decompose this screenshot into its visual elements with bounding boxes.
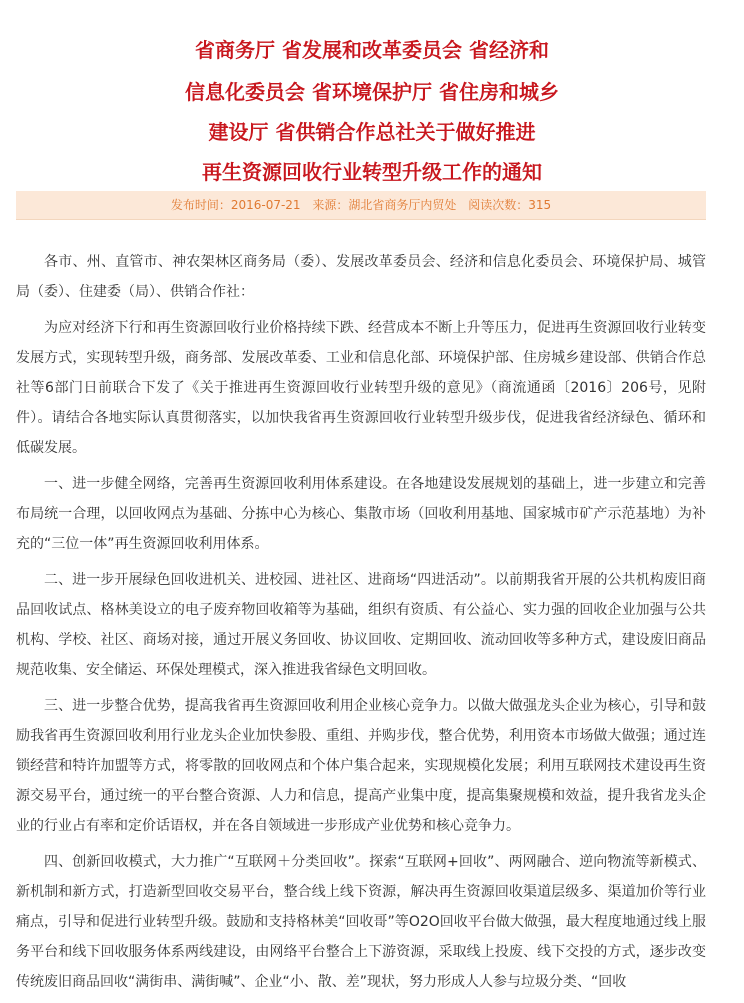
title-line-3: 建设厅 省供销合作总社关于做好推进	[208, 120, 536, 144]
article-body	[16, 247, 706, 1003]
view-count: 阅读次数：315	[468, 198, 552, 212]
paragraph-item-3: 三、进一步整合优势，提高我省再生资源回收利用企业核心竞争力。以做大做强龙头企业为核心，引导和鼓励我省再生资源回收利用行业龙头企业加快参股、重组、并购步伐，整合优势，利用资本市场做大做强；通过连锁经营和特许加盟等方式，将零散的回收网点和个体户集合起来，实现规模化发展；利用互联网技术建设再生资源交易平台，通过统一的平台整合资源、人力和信息，提高产业集中度，提高集聚规模和效益，提升我省龙头企业的行业占有率和定价话语权，并在各自领域进一步形成产业优势和核心竞争力。	[16, 698, 706, 834]
paragraph-recipients: 各市、州、直管市、神农架林区商务局（委）、发展改革委员会、经济和信息化委员会、环境保护局、城管局（委）、住建委（局）、供销合作社：	[16, 254, 706, 300]
paragraph-item-1: 一、进一步健全网络，完善再生资源回收利用体系建设。在各地建设发展规划的基础上，进一步建立和完善布局统一合理，以回收网点为基础、分拣中心为核心、集散市场（回收利用基地、国家城市矿产示范基地）为补充的“三位一体”再生资源回收利用体系。	[16, 476, 706, 552]
title-line-2: 信息化委员会 省环境保护厅 省住房和城乡	[185, 80, 559, 104]
publish-time: 发布时间：2016-07-21	[170, 198, 301, 212]
paragraph-item-2: 二、进一步开展绿色回收进机关、进校园、进社区、进商场“四进活动”。以前期我省开展的公共机构废旧商品回收试点、格林美设立的电子废弃物回收箱等为基础，组织有资质、有公益心、实力强的回收企业加强与公共机构、学校、社区、商场对接，通过开展义务回收、协议回收、定期回收、流动回收等多种方式，建设废旧商品规范收集、安全储运、环保处理模式，深入推进我省绿色文明回收。	[16, 572, 706, 678]
title-line-1: 省商务厅 省发展和改革委员会 省经济和	[195, 38, 549, 62]
paragraph-item-4: 四、创新回收模式，大力推广“互联网＋分类回收”。探索“互联网+回收”、两网融合、逆向物流等新模式、新机制和新方式，打造新型回收交易平台，整合线上线下资源，解决再生资源回收渠道层级多、渠道加价等行业痛点，引导和促进行业转型升级。鼓励和支持格林美“回收哥”等O2O回收平台做大做强，最大程度地通过线上服务平台和线下回收服务体系两线建设，由网络平台整合上下游资源，采取线上投废、线下交投的方式，逐步改变传统废旧商品回收“满街串、满街喊”、企业“小、散、差”现状，努力形成人人参与垃圾分类、“回收	[16, 854, 706, 990]
article-meta-bar	[16, 191, 706, 220]
paragraph-intro: 为应对经济下行和再生资源回收行业价格持续下跌、经营成本不断上升等压力，促进再生资源回收行业转变发展方式，实现转型升级，商务部、发展改革委、工业和信息化部、环境保护部、住房城乡建设部、供销合作总社等6部门日前联合下发了《关于推进再生资源回收行业转型升级的意见》（商流通函〔2016〕206号，见附件）。请结合各地实际认真贯彻落实，以加快我省再生资源回收行业转型升级步伐，促进我省经济绿色、循环和低碳发展。	[16, 320, 706, 456]
title-line-4: 再生资源回收行业转型升级工作的通知	[202, 160, 542, 184]
source: 来源：湖北省商务厅内贸处	[312, 198, 457, 212]
